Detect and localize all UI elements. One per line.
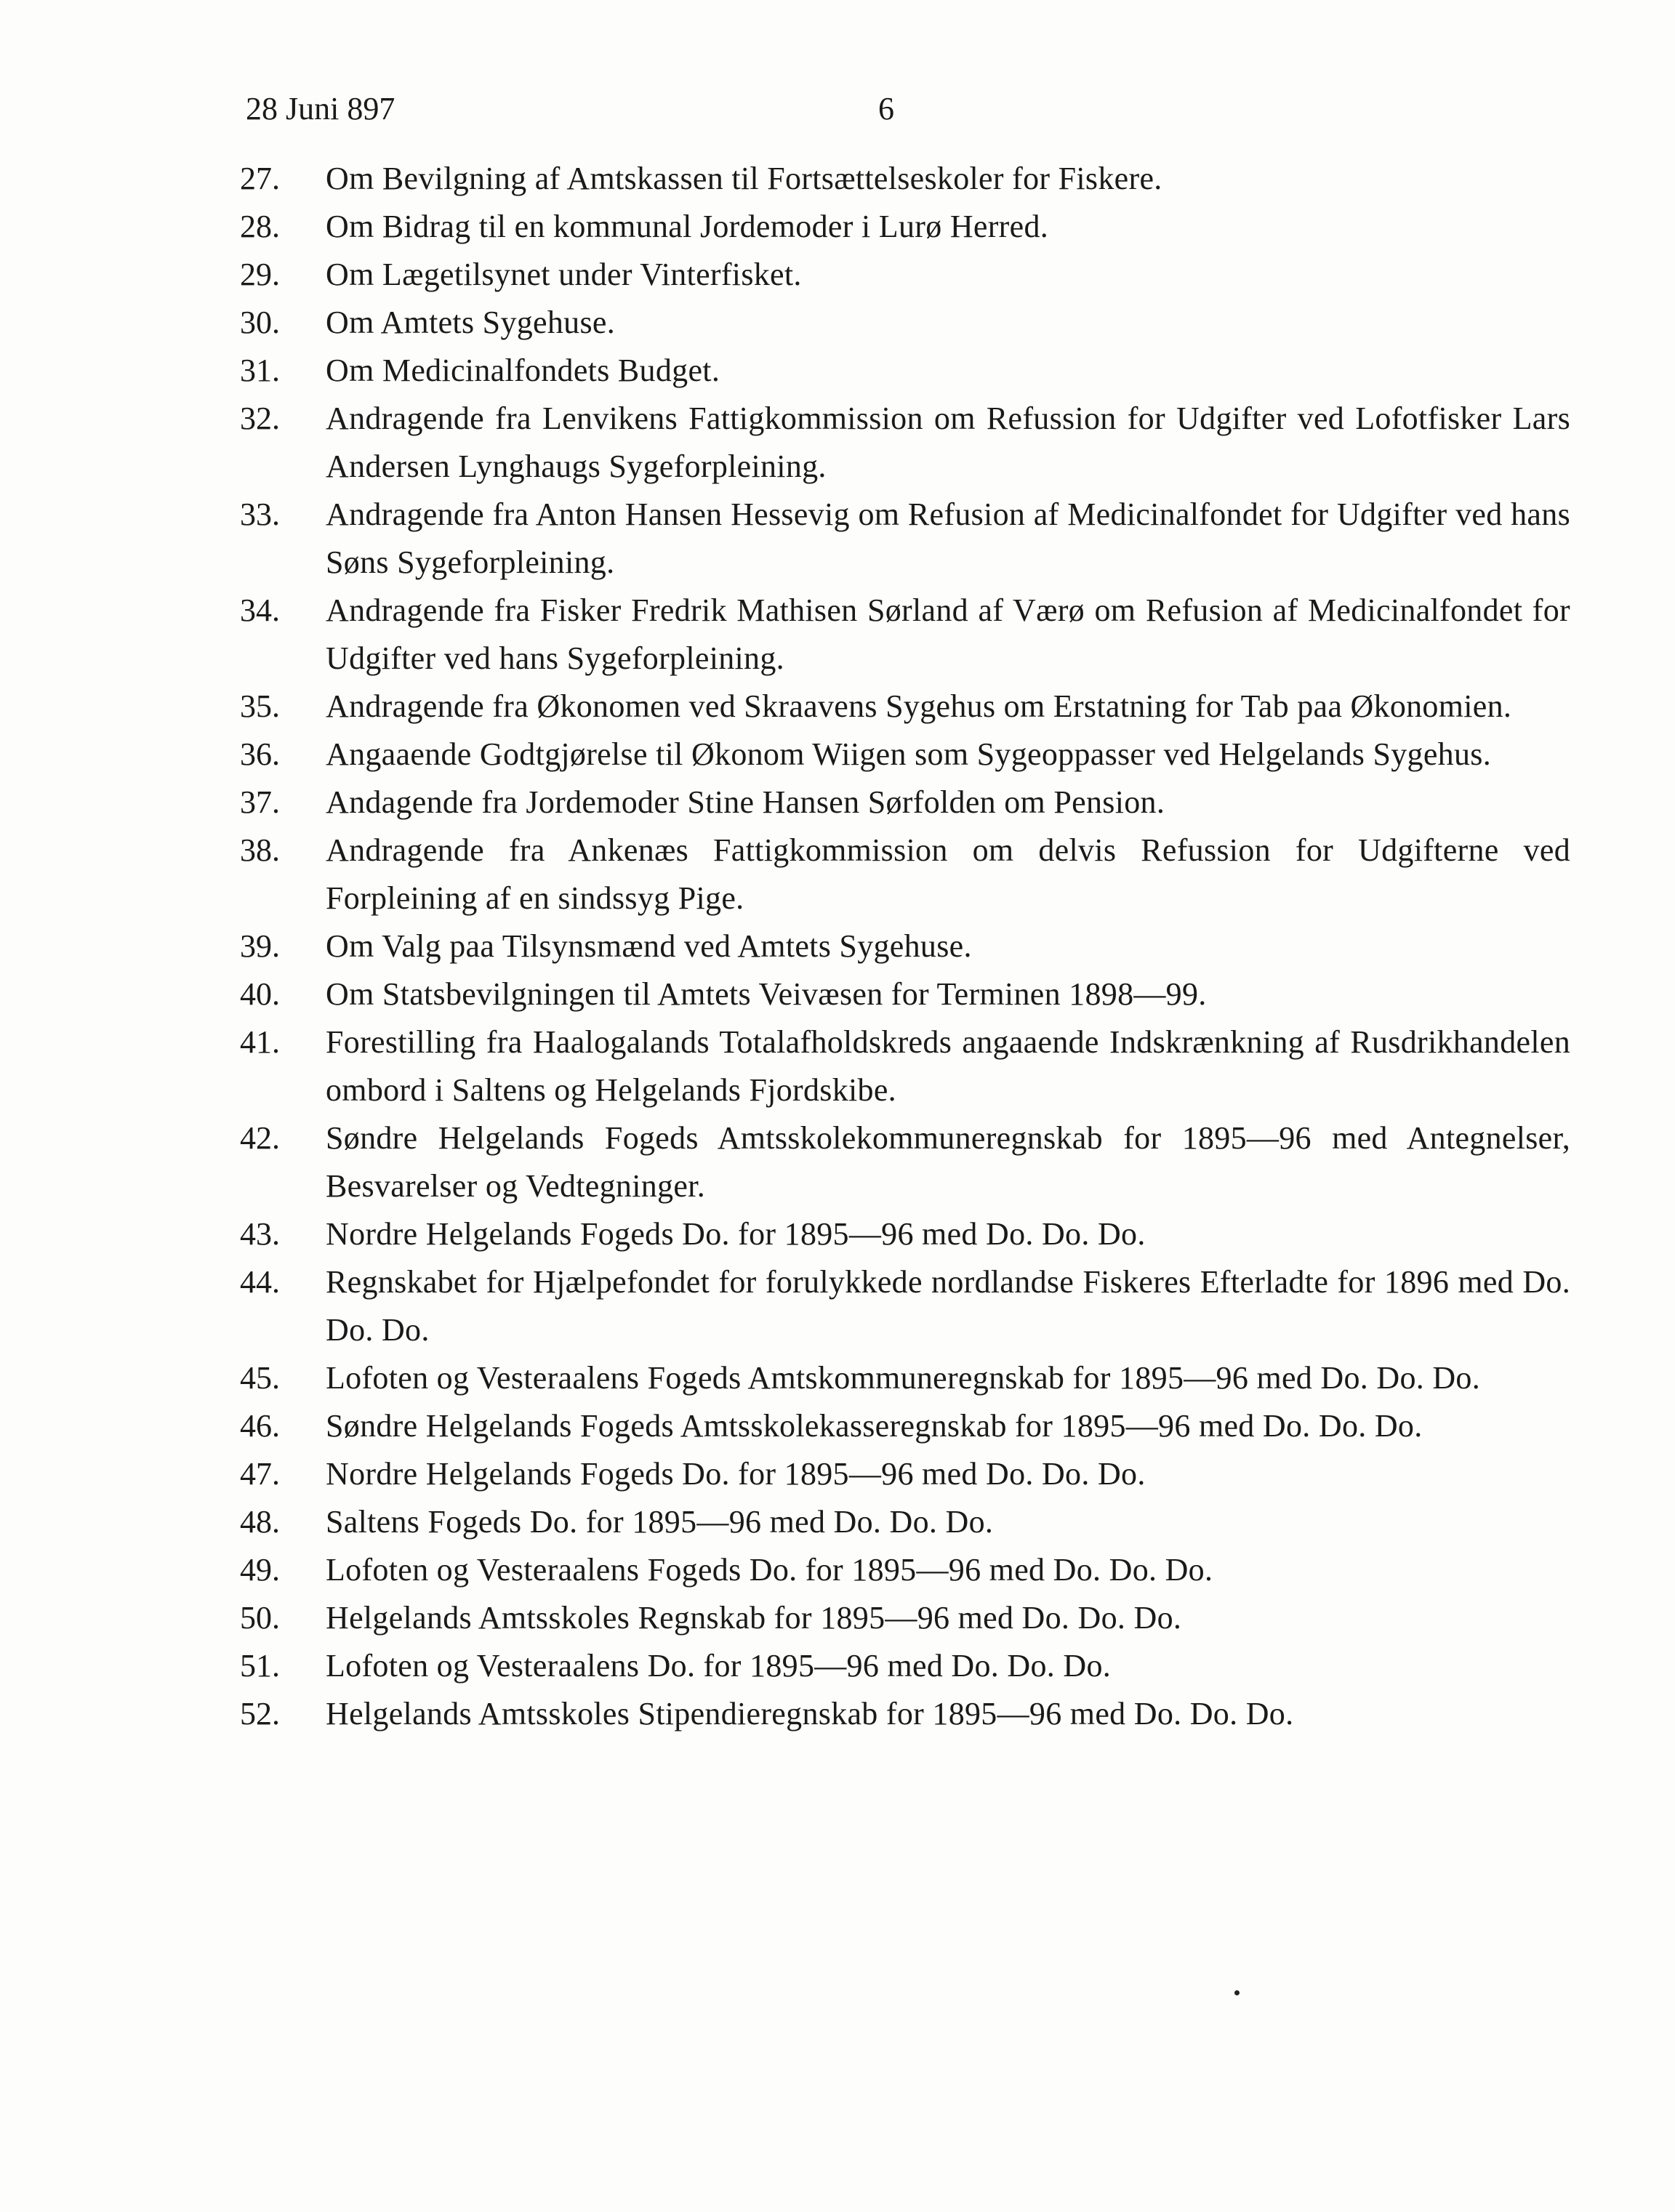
- item-number: 29.: [240, 257, 280, 292]
- item-number: 41.: [240, 1024, 280, 1060]
- list-item: [240, 251, 1570, 299]
- item-number: 36.: [240, 736, 280, 772]
- item-text: Om Valg paa Tilsynsmænd ved Amtets Sygehuse.: [326, 928, 972, 964]
- item-text: Søndre Helgelands Fogeds Amtsskolekasseregnskab for 1895—96 med Do. Do. Do.: [326, 1408, 1423, 1444]
- item-text: Lofoten og Vesteraalens Do. for 1895—96 med Do. Do. Do.: [326, 1648, 1112, 1684]
- list-item: [240, 299, 1570, 347]
- page-header: [246, 84, 1569, 134]
- item-text: Om Lægetilsynet under Vinterfisket.: [326, 257, 802, 292]
- list-item: [240, 203, 1570, 251]
- item-number: 32.: [240, 401, 280, 436]
- item-text: Andragende fra Ankenæs Fattigkommission om delvis Refussion for Udgifterne ved Forpleining af en sindssyg Pige.: [326, 832, 1570, 916]
- item-number: 35.: [240, 688, 280, 724]
- list-item: [240, 587, 1570, 683]
- list-item: [240, 1690, 1570, 1738]
- item-text: Om Medicinalfondets Budget.: [326, 353, 720, 388]
- item-text: Andragende fra Anton Hansen Hessevig om Refusion af Medicinalfondet for Udgifter ved hans Søns Sygeforpleining.: [326, 496, 1570, 580]
- item-text: Andragende fra Fisker Fredrik Mathisen Sørland af Værø om Refusion af Medicinalfondet for Udgifter ved hans Sygeforpleining.: [326, 592, 1570, 676]
- item-text: Nordre Helgelands Fogeds Do. for 1895—96 med Do. Do. Do.: [326, 1216, 1146, 1252]
- item-number: 39.: [240, 928, 280, 964]
- item-number: 45.: [240, 1360, 280, 1396]
- item-text: Om Statsbevilgningen til Amtets Veivæsen for Terminen 1898—99.: [326, 976, 1207, 1012]
- list-item: [240, 1114, 1570, 1210]
- item-number: 43.: [240, 1216, 280, 1252]
- ink-speck: [1234, 1990, 1240, 1995]
- item-number: 51.: [240, 1648, 280, 1684]
- item-text: Saltens Fogeds Do. for 1895—96 med Do. Do. Do.: [326, 1504, 994, 1540]
- list-item: [240, 1450, 1570, 1498]
- list-item: [240, 1258, 1570, 1354]
- page-number: 6: [878, 91, 894, 126]
- list-item: [240, 731, 1570, 779]
- list-item: [240, 395, 1570, 491]
- list-item: [240, 491, 1570, 587]
- item-number: 52.: [240, 1696, 280, 1732]
- item-text: Helgelands Amtsskoles Regnskab for 1895—96 med Do. Do. Do.: [326, 1600, 1182, 1636]
- list-item: [240, 970, 1570, 1018]
- item-number: 48.: [240, 1504, 280, 1540]
- header-date: 28 Juni 897: [246, 91, 395, 126]
- item-text: Om Bidrag til en kommunal Jordemoder i Lurø Herred.: [326, 209, 1049, 244]
- item-number: 49.: [240, 1552, 280, 1588]
- item-text: Forestilling fra Haalogalands Totalafholdskreds angaaende Indskrænkning af Rusdrikhandelen ombord i Saltens og Helgelands Fjordskibe.: [326, 1024, 1570, 1108]
- item-text: Om Bevilgning af Amtskassen til Fortsættelseskoler for Fiskere.: [326, 161, 1162, 196]
- item-number: 42.: [240, 1120, 280, 1156]
- item-text: Lofoten og Vesteraalens Fogeds Do. for 1895—96 med Do. Do. Do.: [326, 1552, 1213, 1588]
- list-item: [240, 347, 1570, 395]
- item-number: 47.: [240, 1456, 280, 1492]
- list-item: [240, 683, 1570, 731]
- item-text: Andragende fra Lenvikens Fattigkommission om Refussion for Udgifter ved Lofotfisker Lars Andersen Lynghaugs Sygeforpleining.: [326, 401, 1570, 484]
- list-item: [240, 1498, 1570, 1546]
- list-item: [240, 1018, 1570, 1114]
- item-text: Om Amtets Sygehuse.: [326, 305, 616, 340]
- item-text: Andragende fra Økonomen ved Skraavens Sygehus om Erstatning for Tab paa Økonomien.: [326, 688, 1512, 724]
- item-number: 27.: [240, 161, 280, 196]
- item-number: 28.: [240, 209, 280, 244]
- item-text: Andagende fra Jordemoder Stine Hansen Sørfolden om Pension.: [326, 784, 1165, 820]
- item-number: 34.: [240, 592, 280, 628]
- list-item: [240, 1210, 1570, 1258]
- item-text: Nordre Helgelands Fogeds Do. for 1895—96 med Do. Do. Do.: [326, 1456, 1146, 1492]
- list-item: [240, 155, 1570, 203]
- item-number: 40.: [240, 976, 280, 1012]
- item-number: 33.: [240, 496, 280, 532]
- list-item: [240, 1354, 1570, 1402]
- item-number: 37.: [240, 784, 280, 820]
- list-item: [240, 1642, 1570, 1690]
- list-item: [240, 922, 1570, 970]
- item-number: 46.: [240, 1408, 280, 1444]
- item-number: 38.: [240, 832, 280, 868]
- item-number: 44.: [240, 1264, 280, 1300]
- item-text: Regnskabet for Hjælpefondet for forulykkede nordlandse Fiskeres Efterladte for 1896 med Do. Do. Do.: [326, 1264, 1570, 1348]
- list-item: [240, 1402, 1570, 1450]
- list-item: [240, 1594, 1570, 1642]
- item-number: 50.: [240, 1600, 280, 1636]
- item-text: Angaaende Godtgjørelse til Økonom Wiigen som Sygeoppasser ved Helgelands Sygehus.: [326, 736, 1491, 772]
- item-text: Søndre Helgelands Fogeds Amtsskolekommuneregnskab for 1895—96 med Antegnelser, Besvarelser og Vedtegninger.: [326, 1120, 1570, 1204]
- list-item: [240, 1546, 1570, 1594]
- item-number: 31.: [240, 353, 280, 388]
- agenda-list: [240, 155, 1570, 1738]
- list-item: [240, 827, 1570, 922]
- item-number: 30.: [240, 305, 280, 340]
- item-text: Lofoten og Vesteraalens Fogeds Amtskommuneregnskab for 1895—96 med Do. Do. Do.: [326, 1360, 1481, 1396]
- list-item: [240, 779, 1570, 827]
- item-text: Helgelands Amtsskoles Stipendieregnskab for 1895—96 med Do. Do. Do.: [326, 1696, 1294, 1732]
